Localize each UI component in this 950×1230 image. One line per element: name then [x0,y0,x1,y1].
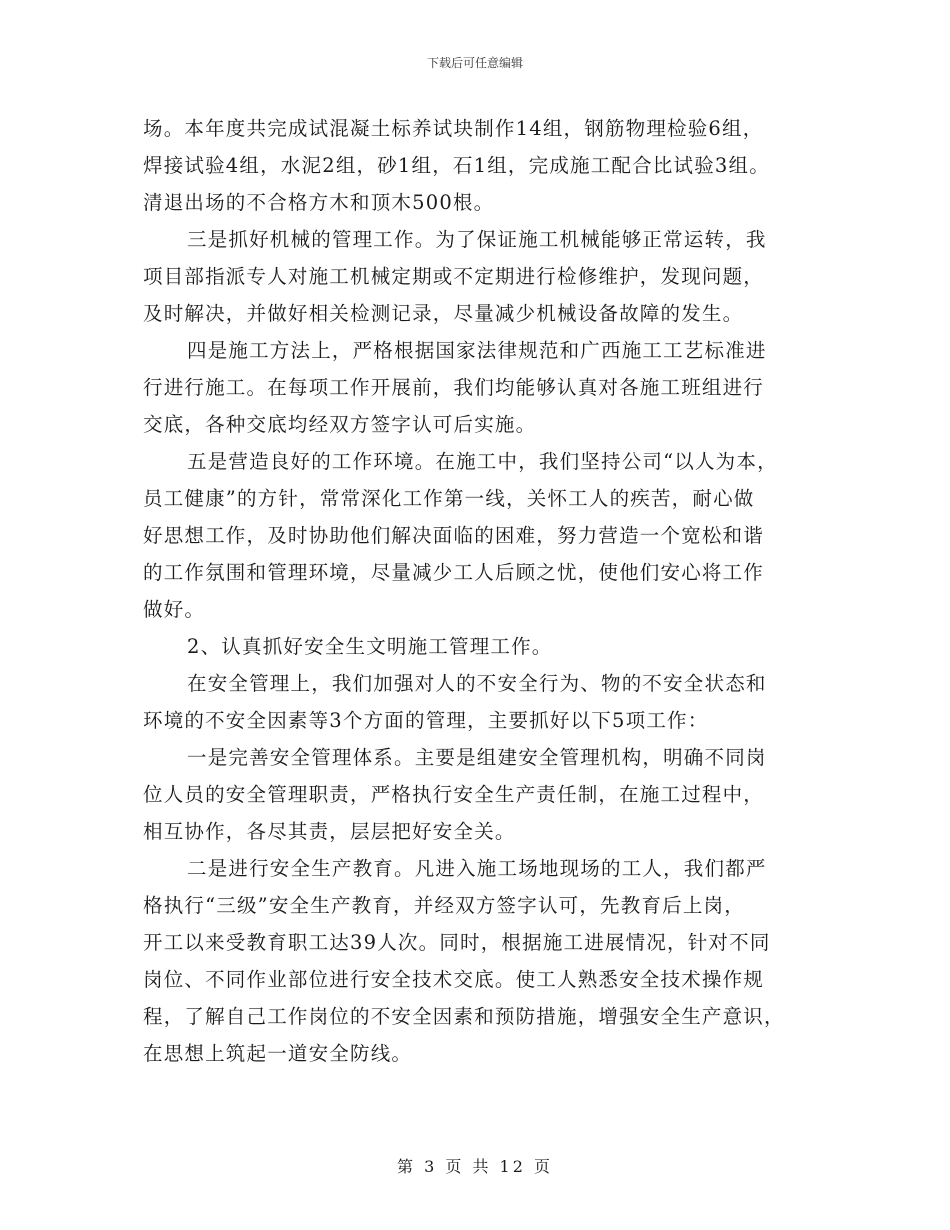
paragraph-start-line: 在安全管理上，我们加强对人的不安全行为、物的不安全状态和 [187,672,767,695]
body-line: 的工作氛围和管理环境，尽量减少工人后顾之忧，使他们安心将工作 [143,561,765,584]
body-line: 格执行“三级”安全生产教育，并经双方签字认可，先教育后上岗， [143,894,745,917]
body-line: 焊接试验4组，水泥2组，砂1组，石1组，完成施工配合比试验3组。 [143,154,770,177]
body-line: 及时解决，并做好相关检测记录，尽量减少机械设备故障的发生。 [143,302,744,325]
body-line: 程，了解自己工作岗位的不安全因素和预防措施，增强安全生产意识， [143,1005,785,1028]
paragraph-start-line: 五是营造良好的工作环境。在施工中，我们坚持公司“以人为本， [187,450,778,473]
body-line: 相互协作，各尽其责，层层把好安全关。 [143,820,516,843]
body-line: 位人员的安全管理职责，严格执行安全生产责任制，在施工过程中， [143,783,765,806]
body-line: 好思想工作，及时协助他们解决面临的困难，努力营造一个宽松和谐 [143,524,765,547]
page-header: 下载后可任意编辑 [426,56,523,70]
section-heading: 2、认真抓好安全生文明施工管理工作。 [187,635,553,658]
body-line: 场。本年度共完成试混凝土标养试块制作14组，钢筋物理检验6组， [143,117,764,140]
document-body [143,110,823,1072]
body-line: 开工以来受教育职工达39人次。同时，根据施工进展情况，针对不同 [143,931,771,954]
body-line: 行进行施工。在每项工作开展前，我们均能够认真对各施工班组进行 [143,376,765,399]
body-line: 交底，各种交底均经双方签字认可后实施。 [143,413,537,436]
body-line: 岗位、不同作业部位进行安全技术交底。使工人熟悉安全技术操作规 [143,968,765,991]
body-line: 员工健康”的方针，常常深化工作第一线，关怀工人的疾苦，耐心做 [143,487,755,510]
body-line: 做好。 [143,598,206,621]
paragraph-start-line: 四是施工方法上，严格根据国家法律规范和广西施工工艺标准进 [187,339,767,362]
paragraph-start-line: 三是抓好机械的管理工作。为了保证施工机械能够正常运转，我 [187,228,767,251]
paragraph-start-line: 一是完善安全管理体系。主要是组建安全管理机构，明确不同岗 [187,746,767,769]
body-line: 环境的不安全因素等3个方面的管理，主要抓好以下5项工作： [143,709,709,732]
body-line: 清退出场的不合格方木和顶木500根。 [143,191,495,214]
body-line: 项目部指派专人对施工机械定期或不定期进行检修维护，发现问题， [143,265,765,288]
page-number-footer: 第 3 页 共 12 页 [397,1157,553,1176]
body-line: 在思想上筑起一道安全防线。 [143,1042,413,1065]
paragraph-start-line: 二是进行安全生产教育。凡进入施工场地现场的工人，我们都严 [187,857,767,880]
